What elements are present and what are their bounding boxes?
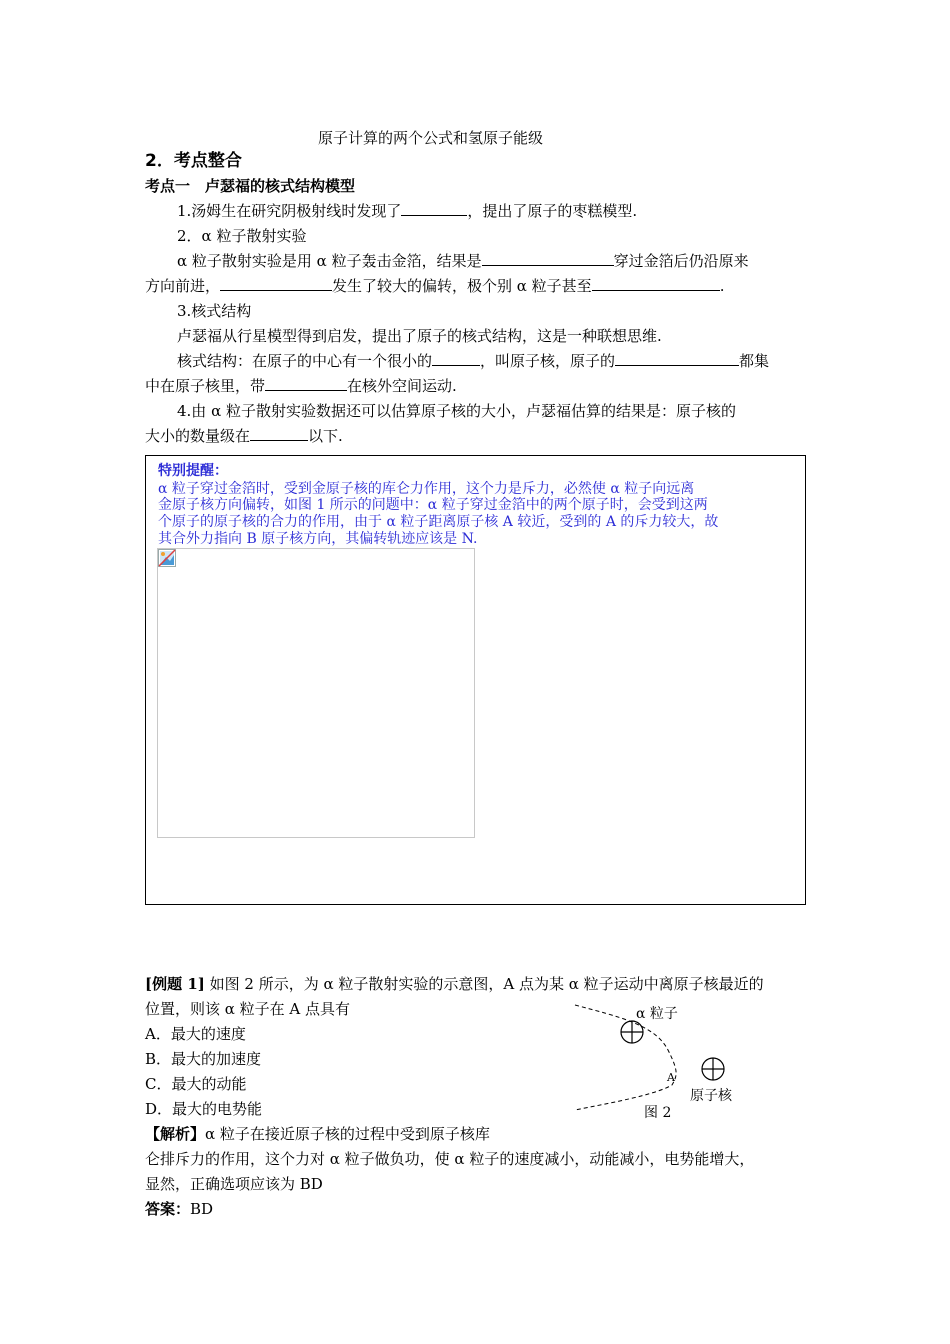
example-line2: 位置，则该 α 粒子在 A 点具有 [145, 1000, 351, 1018]
item-3-line2-suffix: 都集 [739, 352, 770, 370]
item-2-line2 [145, 274, 724, 299]
figure-2 [560, 995, 760, 1125]
blank-5[interactable] [432, 349, 480, 366]
option-d[interactable]: D．最大的电势能 [145, 1100, 263, 1118]
item-2-line1 [177, 249, 749, 274]
analysis-line3: 显然，正确选项应该为 BD [145, 1175, 323, 1193]
item-2-line1-suffix: 穿过金箔后仍沿原来 [613, 252, 749, 270]
figure-1-placeholder [157, 548, 475, 838]
analysis-text-1: α 粒子在接近原子核的过程中受到原子核库 [205, 1125, 490, 1143]
item-4-line1: 4.由 α 粒子散射实验数据还可以估算原子核的大小，卢瑟福估算的结果是：原子核的 [177, 402, 736, 420]
nucleus-label: 原子核 [690, 1088, 732, 1104]
item-2-line2-end: . [719, 277, 725, 295]
item-3-line3 [145, 374, 457, 399]
topic-heading: 考点一 卢瑟福的核式结构模型 [145, 177, 356, 195]
item-3-line3-prefix: 中在原子核里，带 [145, 377, 266, 395]
answer-line [145, 1197, 213, 1222]
blank-7[interactable] [265, 374, 347, 391]
option-c[interactable]: C．最大的动能 [145, 1075, 247, 1093]
nucleus-symbol [702, 1058, 724, 1080]
blank-6[interactable] [615, 349, 739, 366]
item-3-line1: 卢瑟福从行星模型得到启发，提出了原子的核式结构，这是一种联想思维. [177, 327, 662, 345]
item-3-line2 [177, 349, 769, 374]
item-2-line1-prefix: α 粒子散射实验是用 α 粒子轰击金箔，结果是 [177, 252, 482, 270]
broken-image-icon [158, 549, 176, 567]
option-b[interactable]: B．最大的加速度 [145, 1050, 262, 1068]
analysis-line1 [145, 1122, 490, 1147]
option-a[interactable]: A．最大的速度 [145, 1025, 246, 1043]
item-1-prefix: 1.汤姆生在研究阴极射线时发现了 [177, 202, 402, 220]
item-3-line2-prefix: 核式结构：在原子的中心有一个很小的 [177, 352, 433, 370]
point-a-label: A [667, 1071, 675, 1084]
alpha-particle-label: α 粒子 [636, 1006, 678, 1022]
item-3-line2-mid: ，叫原子核，原子的 [480, 352, 616, 370]
item-2-line2-mid: 发生了较大的偏转，极个别 α 粒子甚至 [332, 277, 592, 295]
figure-caption: 图 2 [644, 1105, 672, 1121]
analysis-label: 【解析】 [145, 1125, 206, 1143]
item-4-line2 [145, 424, 343, 449]
reminder-heading: 特别提醒： [158, 463, 228, 479]
item-2-line2-prefix: 方向前进， [145, 277, 221, 295]
blank-1[interactable] [401, 199, 467, 216]
alpha-particle-symbol [621, 1021, 643, 1043]
item-4-line2-prefix: 大小的数量级在 [145, 427, 251, 445]
page-title: 原子计算的两个公式和氢原子能级 [318, 129, 544, 147]
reminder-line-2: 金原子核方向偏转，如图 1 所示的问题中：α 粒子穿过金箔中的两个原子时，会受到这两 [158, 497, 708, 513]
item-1 [177, 199, 637, 224]
blank-4[interactable] [592, 274, 720, 291]
reminder-line-4: 其合外力指向 B 原子核方向，其偏转轨迹应该是 N. [158, 531, 478, 547]
item-2-title: 2．α 粒子散射实验 [177, 227, 307, 245]
blank-8[interactable] [250, 424, 308, 441]
item-1-suffix: ，提出了原子的枣糕模型. [467, 202, 638, 220]
answer-label: 答案： [145, 1200, 191, 1218]
example-line1 [145, 972, 764, 997]
item-3-title: 3.核式结构 [177, 302, 252, 320]
blank-2[interactable] [482, 249, 614, 266]
analysis-line2: 仑排斥力的作用，这个力对 α 粒子做负功，使 α 粒子的速度减小，动能减小，电势能增大， [145, 1150, 755, 1168]
blank-3[interactable] [220, 274, 332, 291]
answer-value: BD [190, 1200, 214, 1218]
reminder-line-3: 个原子的原子核的合力的作用，由于 α 粒子距离原子核 A 较近，受到的 A 的斥力较大，故 [158, 514, 719, 530]
item-4-line2-suffix: 以下. [308, 427, 343, 445]
example-text-1: 如图 2 所示，为 α 粒子散射实验的示意图，A 点为某 α 粒子运动中离原子核最近的 [204, 975, 764, 993]
reminder-line-1: α 粒子穿过金箔时，受到金原子核的库仑力作用，这个力是斥力，必然使 α 粒子向远离 [158, 481, 695, 497]
example-label: [例题 1] [145, 975, 205, 993]
section-heading: 2．考点整合 [145, 151, 242, 171]
item-3-line3-suffix: 在核外空间运动. [347, 377, 457, 395]
